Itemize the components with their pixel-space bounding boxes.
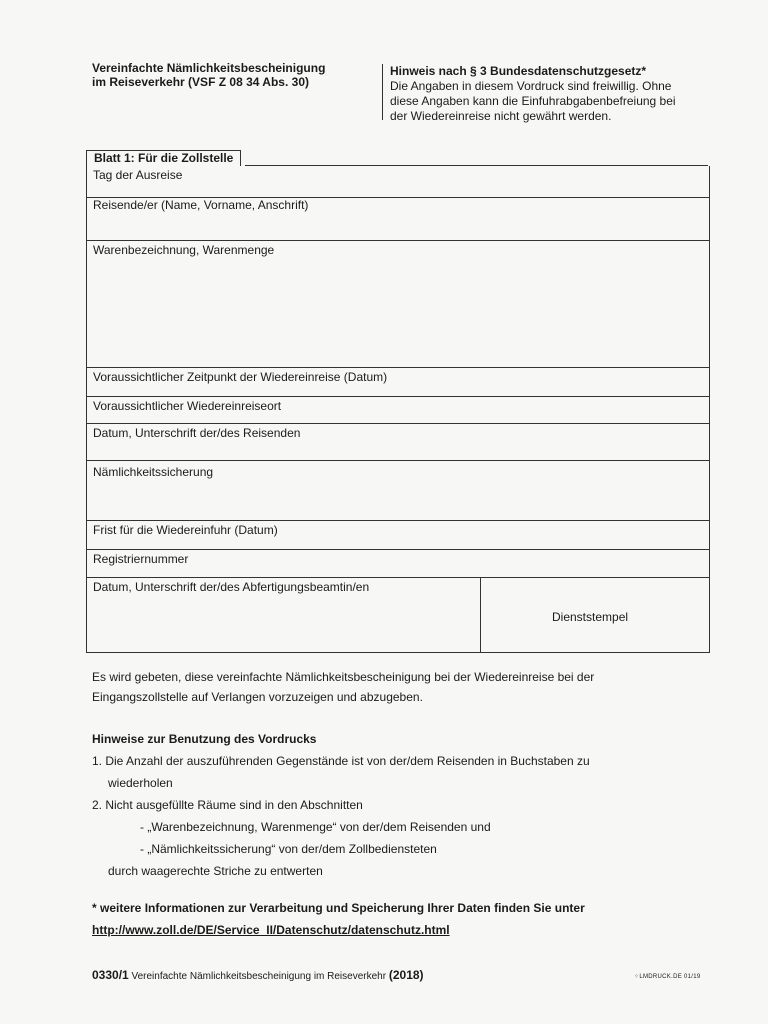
printer-mark: ⁘LMDRUCK.DE 01/19 — [634, 974, 701, 980]
privacy-link[interactable]: http://www.zoll.de/DE/Service_II/Datenschutz/datenschutz.html — [92, 923, 450, 937]
info-text: * weitere Informationen zur Verarbeitung und Speicherung Ihrer Daten finden Sie unter — [92, 901, 585, 915]
field-label: Tag der Ausreise — [93, 168, 183, 182]
form-number: 0330/1 — [92, 968, 129, 982]
privacy-notice-line: der Wiedereinreise nicht gewährt werden. — [390, 109, 612, 123]
field-goods-description[interactable] — [87, 240, 709, 367]
field-departure-date[interactable] — [87, 166, 709, 197]
instruction-item-continuation: durch waagerechte Striche zu entwerten — [108, 864, 323, 878]
form-footer — [92, 968, 424, 982]
field-reentry-date[interactable] — [87, 367, 709, 396]
instruction-item: 2. Nicht ausgefüllte Räume sind in den Abschnitten — [92, 798, 363, 812]
privacy-notice-line: diese Angaben kann die Einfuhrabgabenbefreiung bei — [390, 94, 676, 108]
privacy-notice-heading: Hinweis nach § 3 Bundesdatenschutzgesetz* — [390, 64, 647, 78]
note-line: Eingangszollstelle auf Verlangen vorzuzeigen und abzugeben. — [92, 690, 423, 704]
field-label: Datum, Unterschrift der/des Reisenden — [93, 426, 301, 440]
field-label: Voraussichtlicher Zeitpunkt der Wiedereinreise (Datum) — [93, 370, 388, 384]
footer-title: Vereinfachte Nämlichkeitsbescheinigung im Reiseverkehr — [131, 971, 387, 982]
privacy-notice — [390, 64, 676, 124]
field-reentry-place[interactable] — [87, 396, 709, 423]
field-label: Frist für die Wiedereinfuhr (Datum) — [93, 523, 278, 537]
form-title-line2: im Reiseverkehr (VSF Z 08 34 Abs. 30) — [92, 75, 309, 89]
stamp-divider — [480, 577, 481, 652]
field-reimport-deadline[interactable] — [87, 520, 709, 549]
form-title-line1: Vereinfachte Nämlichkeitsbescheinigung — [92, 61, 326, 75]
field-traveller[interactable] — [87, 197, 709, 240]
sheet-tab-label: Blatt 1: Für die Zollstelle — [86, 150, 241, 166]
form-title — [92, 61, 325, 89]
field-identity-marking[interactable] — [87, 460, 709, 520]
field-label: Registriernummer — [93, 552, 189, 566]
customs-form — [86, 166, 710, 653]
field-label: Reisende/er (Name, Vorname, Anschrift) — [93, 198, 309, 212]
header-divider — [382, 64, 383, 120]
field-label: Nämlichkeitssicherung — [93, 465, 214, 479]
return-note — [92, 667, 594, 707]
instruction-subitem: - „Warenbezeichnung, Warenmenge“ von der/dem Reisenden und — [140, 820, 491, 834]
privacy-notice-line: Die Angaben in diesem Vordruck sind freiwillig. Ohne — [390, 79, 672, 93]
field-registration-number[interactable] — [87, 549, 709, 577]
instruction-item: 1. Die Anzahl der auszuführenden Gegenstände ist von der/dem Reisenden in Buchstaben zu — [92, 754, 590, 768]
field-label: Voraussichtlicher Wiedereinreiseort — [93, 399, 282, 413]
instruction-subitem: - „Nämlichkeitssicherung“ von der/dem Zollbediensteten — [140, 842, 437, 856]
usage-instructions — [92, 728, 590, 882]
field-traveller-signature[interactable] — [87, 423, 709, 460]
instructions-heading: Hinweise zur Benutzung des Vordrucks — [92, 732, 317, 746]
stamp-label: Dienststempel — [552, 610, 629, 624]
footer-year: (2018) — [388, 968, 424, 982]
note-line: Es wird gebeten, diese vereinfachte Nämlichkeitsbescheinigung bei der Wiedereinreise bei der — [92, 670, 595, 684]
field-label: Warenbezeichnung, Warenmenge — [93, 243, 275, 257]
instruction-item-continuation: wiederholen — [108, 776, 173, 790]
field-label: Datum, Unterschrift der/des Abfertigungsbeamtin/en — [93, 580, 370, 594]
data-protection-info — [92, 897, 585, 941]
